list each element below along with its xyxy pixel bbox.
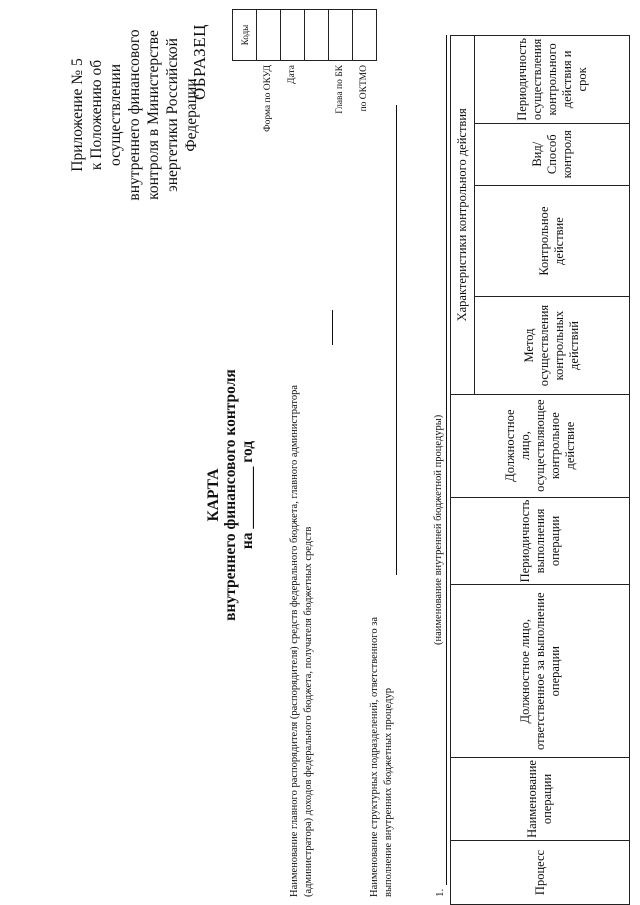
codes-header: Коды [233,10,257,61]
procedure-line [446,35,447,885]
appendix-line: контроля в Министерстве [145,30,162,200]
col-process: Процесс [451,840,630,904]
code-label-okud: Форма по ОКУД [263,65,273,132]
code-label-oktmo: по ОКТМО [359,65,369,112]
appendix-line: к Положению об осуществлении [88,59,124,171]
appendix-header [68,15,201,215]
procedure-number: 1. [434,888,446,897]
appendix-line: энергетики Российской [164,38,181,192]
col-control-action: Контрольное действие [475,185,630,297]
appendix-line: Федерации [183,78,200,152]
appendix-line: внутреннего финансового [126,29,143,201]
procedure-caption: (наименование внутренней бюджетной процедуры) [433,414,444,645]
field-line-divisions [396,105,397,575]
col-controller-person: Должностное лицо, осуществляющее контрольное действие [451,394,630,497]
title-line: на ________ год [239,440,256,550]
document-title [205,345,256,645]
col-operation-periodicity: Периодичность выполнения операции [451,497,630,585]
codes-table [232,9,377,165]
code-cell-okud [257,10,281,61]
code-cell-date [281,10,305,61]
code-label-date: Дата [287,65,297,84]
field-divisions: Наименование структурных подразделений, ответственного за выполнение внутренних бюджетных процедур [369,616,394,897]
code-label-bk: Глава по БК [335,65,345,114]
field-main-admin: Наименование главного распорядителя (распорядителя) средств федерального бюджета, главного администратора (администратора) доходов федерального бюджета, получателя бюджетных средств [289,384,314,897]
col-control-type: Вид/ Способ контроля [475,123,630,185]
code-cell-bk [329,10,353,61]
code-cell-oktmo [353,10,377,61]
col-group-control-characteristics: Характеристики контрольного действия [451,36,475,395]
sample-stamp: ОБРАЗЕЦ [190,24,209,100]
title-line: КАРТА [205,468,222,522]
col-responsible-person: Должностное лицо, ответственное за выполнение операции [451,585,630,758]
col-control-periodicity: Периодичность осуществления контрольного действия и срок [475,36,630,124]
title-line: внутреннего финансового контроля [222,369,239,621]
field-line-main-admin [332,310,333,345]
code-cell-empty [305,10,329,61]
control-map-table [450,35,630,905]
col-control-method: Метод осуществления контрольных действий [475,297,630,394]
col-operation-name: Наименование операции [451,758,630,841]
appendix-line: Приложение № 5 [69,58,86,172]
